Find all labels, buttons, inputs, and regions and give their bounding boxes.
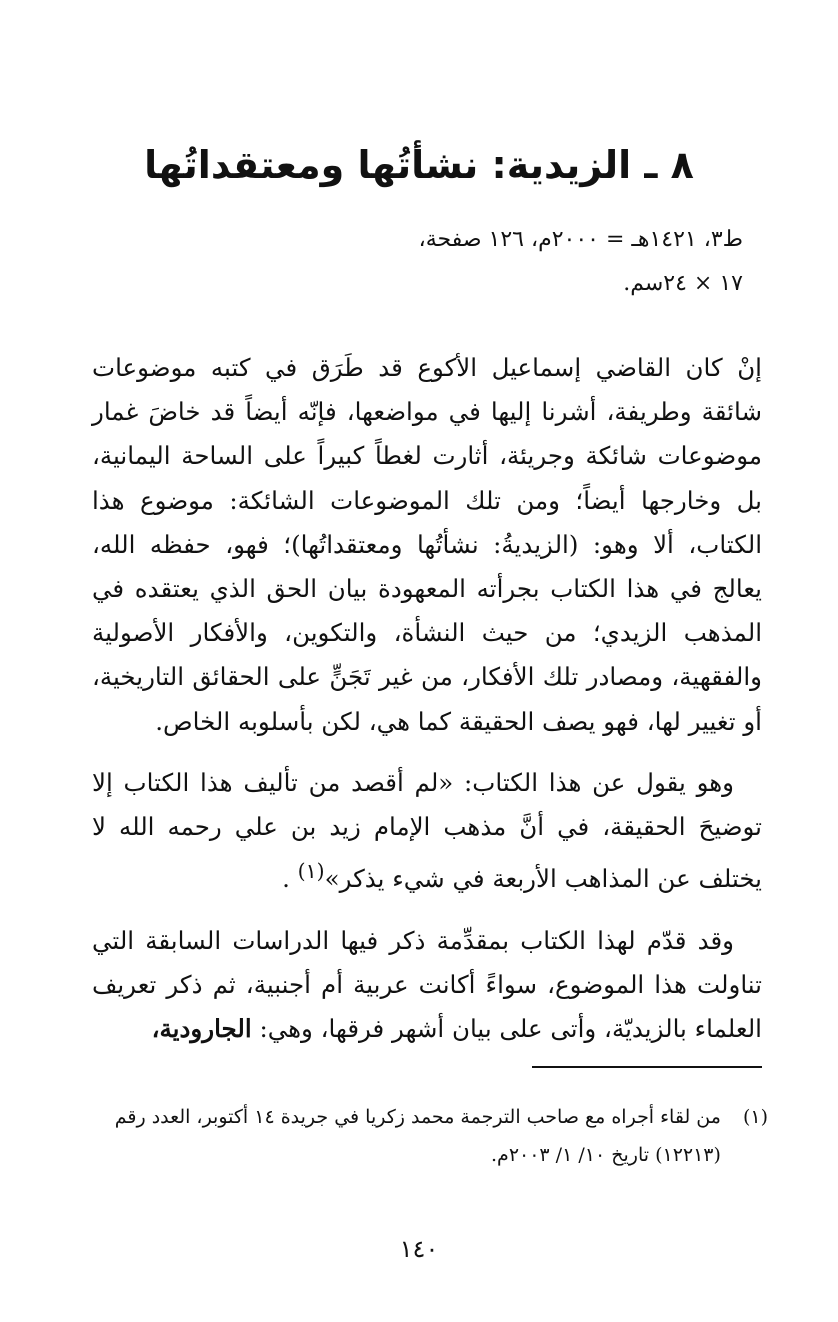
page-number: ١٤٠ — [399, 1235, 439, 1263]
paragraph-quote-text: وهو يقول عن هذا الكتاب: «لم أقصد من تأليف هذا الكتاب إلا توضيحَ الحقيقة، في أنَّ مذهب الإمام زيد بن علي رحمه الله لا يختلف عن المذاهب الأربعة في شيء يذكر» — [92, 767, 762, 894]
paragraph-introduction-summary — [92, 919, 762, 1052]
metadata-line-size: ١٧ × ٢٤سم. — [623, 271, 743, 296]
section-title: ٨ ـ الزيدية: نشأتُها ومعتقداتُها — [144, 143, 694, 187]
footnote-marker: (١) — [742, 1106, 768, 1128]
paragraph-summary-text: وقد قدّم لهذا الكتاب بمقدِّمة ذكر فيها الدراسات السابقة التي تناولت هذا الموضوع، سواءً أكانت عربية أم أجنبية، ثم ذكر تعريف العلماء بالزيديّة، وأتى على بيان أشهر فرقها، وهي: — [92, 925, 762, 1043]
paragraph-intro — [92, 346, 762, 744]
paragraph-summary-bold-term: الجارودية، — [151, 1014, 252, 1043]
footnote — [92, 1098, 768, 1174]
footnote-divider — [532, 1066, 762, 1068]
paragraph-quote-end: . — [282, 864, 290, 894]
footnote-reference[interactable]: (١) — [297, 859, 325, 884]
paragraph-quote — [92, 761, 762, 902]
book-metadata — [98, 218, 743, 306]
metadata-line-edition: ط٣، ١٤٢١هـ = ٢٠٠٠م، ١٢٦ صفحة، — [418, 227, 743, 252]
footnote-text: من لقاء أجراه مع صاحب الترجمة محمد زكريا في جريدة ١٤ أكتوبر، العدد رقم (١٢٢١٣) تاريخ ١٠/ ١/ ٢٠٠٣م. — [114, 1106, 721, 1166]
body-text — [92, 346, 762, 1068]
paragraph-intro-text: إنْ كان القاضي إسماعيل الأكوع قد طَرَق في كتبه موضوعات شائقة وطريفة، أشرنا إليها في مواضعها، فإنّه أيضاً قد خاضَ غمار موضوعات شائكة وجريئة، أثارت لغطاً كبيراً على الساحة اليمانية، بل وخارجها أيضاً؛ ومن تلك الموضوعات الشائكة: موضوع هذا الكتاب، ألا وهو: (الزيديةُ: نشأتُها ومعتقداتُها)؛ فهو، حفظه الله، يعالج في هذا الكتاب بجرأته المعهودة بيان الحق الذي يعتقده في المذهب الزيدي؛ من حيث النشأة، والتكوين، والأفكار الأصولية والفقهية، ومصادر تلك الأفكار، من غير تَجَنٍّ على الحقائق التاريخية، أو تغيير لها، فهو يصف الحقيقة كما هي، لكن بأسلوبه الخاص. — [92, 353, 762, 736]
